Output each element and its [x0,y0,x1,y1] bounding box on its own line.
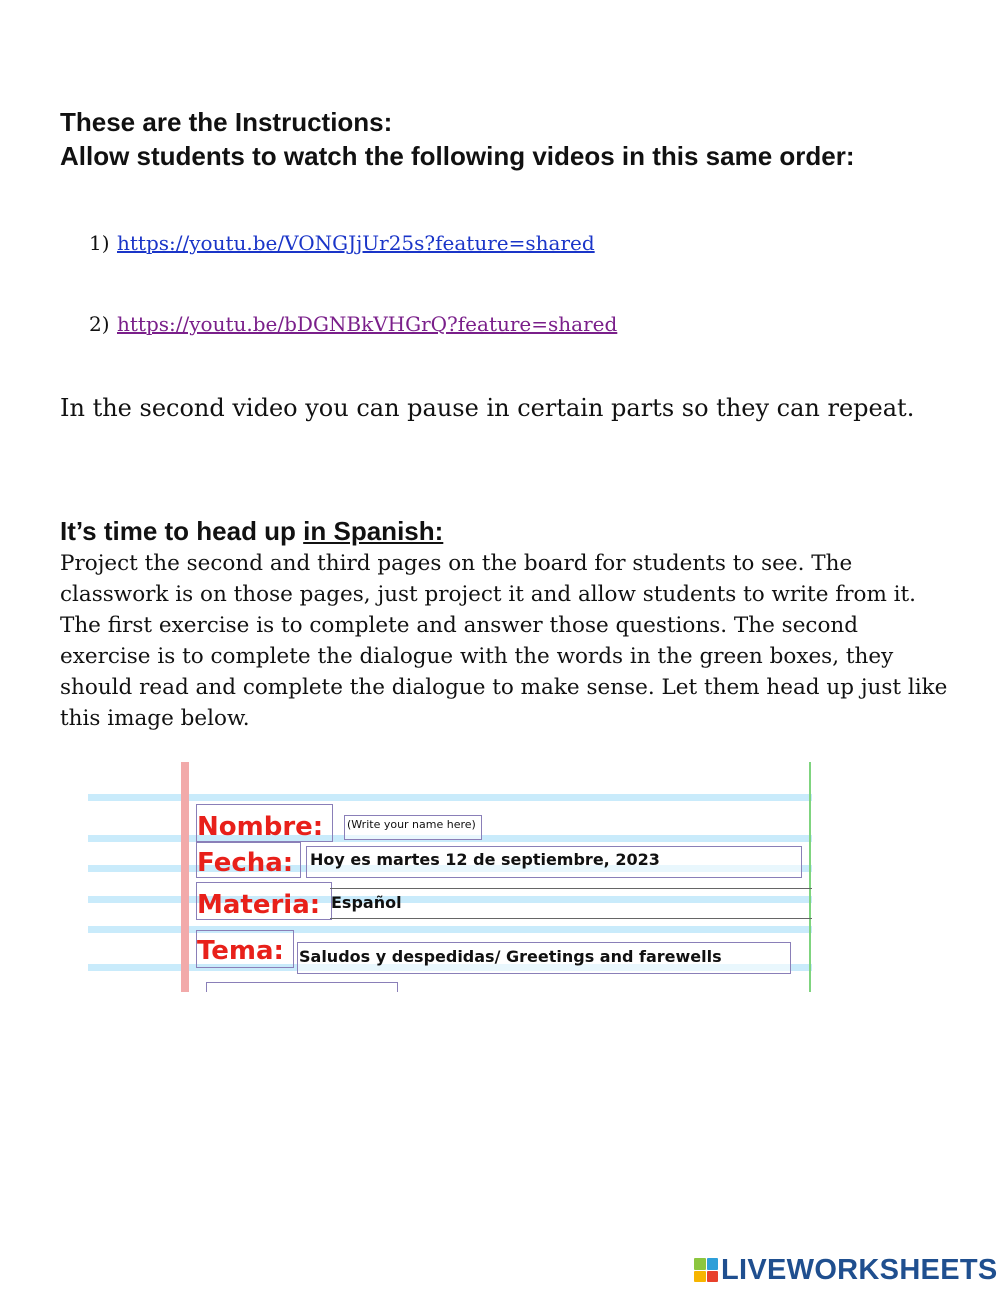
fecha-label: Fecha: [197,848,294,878]
materia-rule-bottom [330,918,812,919]
list-number: 1) [89,231,110,255]
materia-value: Español [331,893,402,912]
nombre-label: Nombre: [197,812,324,842]
instructions-heading: These are the Instructions: [60,107,393,137]
watch-videos-heading: Allow students to watch the following videos in this same order: [60,141,855,171]
materia-rule-top [330,888,812,889]
video-link-2[interactable]: https://youtu.be/bDGNBkVHGrQ?feature=shared [117,312,618,336]
tema-label: Tema: [197,936,284,966]
nombre-value: (Write your name here) [347,818,476,831]
logo-square [707,1258,719,1270]
head-up-heading-underlined: in Spanish: [303,516,444,546]
video-link-item-2 [89,311,617,337]
next-label-box [206,982,398,992]
pause-note: In the second video you can pause in certain parts so they can repeat. [60,394,915,422]
list-number: 2) [89,312,110,336]
video-link-item-1 [89,230,595,256]
logo-square [707,1271,719,1283]
head-up-heading-start: It’s time to head up [60,516,304,546]
head-up-heading [60,514,443,548]
video-link-1[interactable]: https://youtu.be/VONGJjUr25s?feature=shared [117,231,595,255]
liveworksheets-logo [694,1254,998,1286]
ruled-line [88,794,812,801]
red-margin-line [181,762,189,992]
fecha-value: Hoy es martes 12 de septiembre, 2023 [310,850,660,869]
liveworksheets-logo-icon [694,1258,718,1282]
notebook-heading-image [88,762,812,992]
logo-square [694,1258,706,1270]
materia-label: Materia: [197,890,321,920]
liveworksheets-logo-text: LIVEWORKSHEETS [721,1253,998,1286]
logo-square [694,1271,706,1283]
tema-value: Saludos y despedidas/ Greetings and farewells [299,947,722,966]
green-margin-line [809,762,811,992]
instructions-paragraph: Project the second and third pages on the board for students to see. The classwork is on those pages, just project it and allow students to write from it. The first exercise is to complete and answer those questions. The second exercise is to complete the dialogue with the words in the green boxes, they should read and complete the dialogue to make sense. Let them head up just like this image below. [60,551,948,731]
